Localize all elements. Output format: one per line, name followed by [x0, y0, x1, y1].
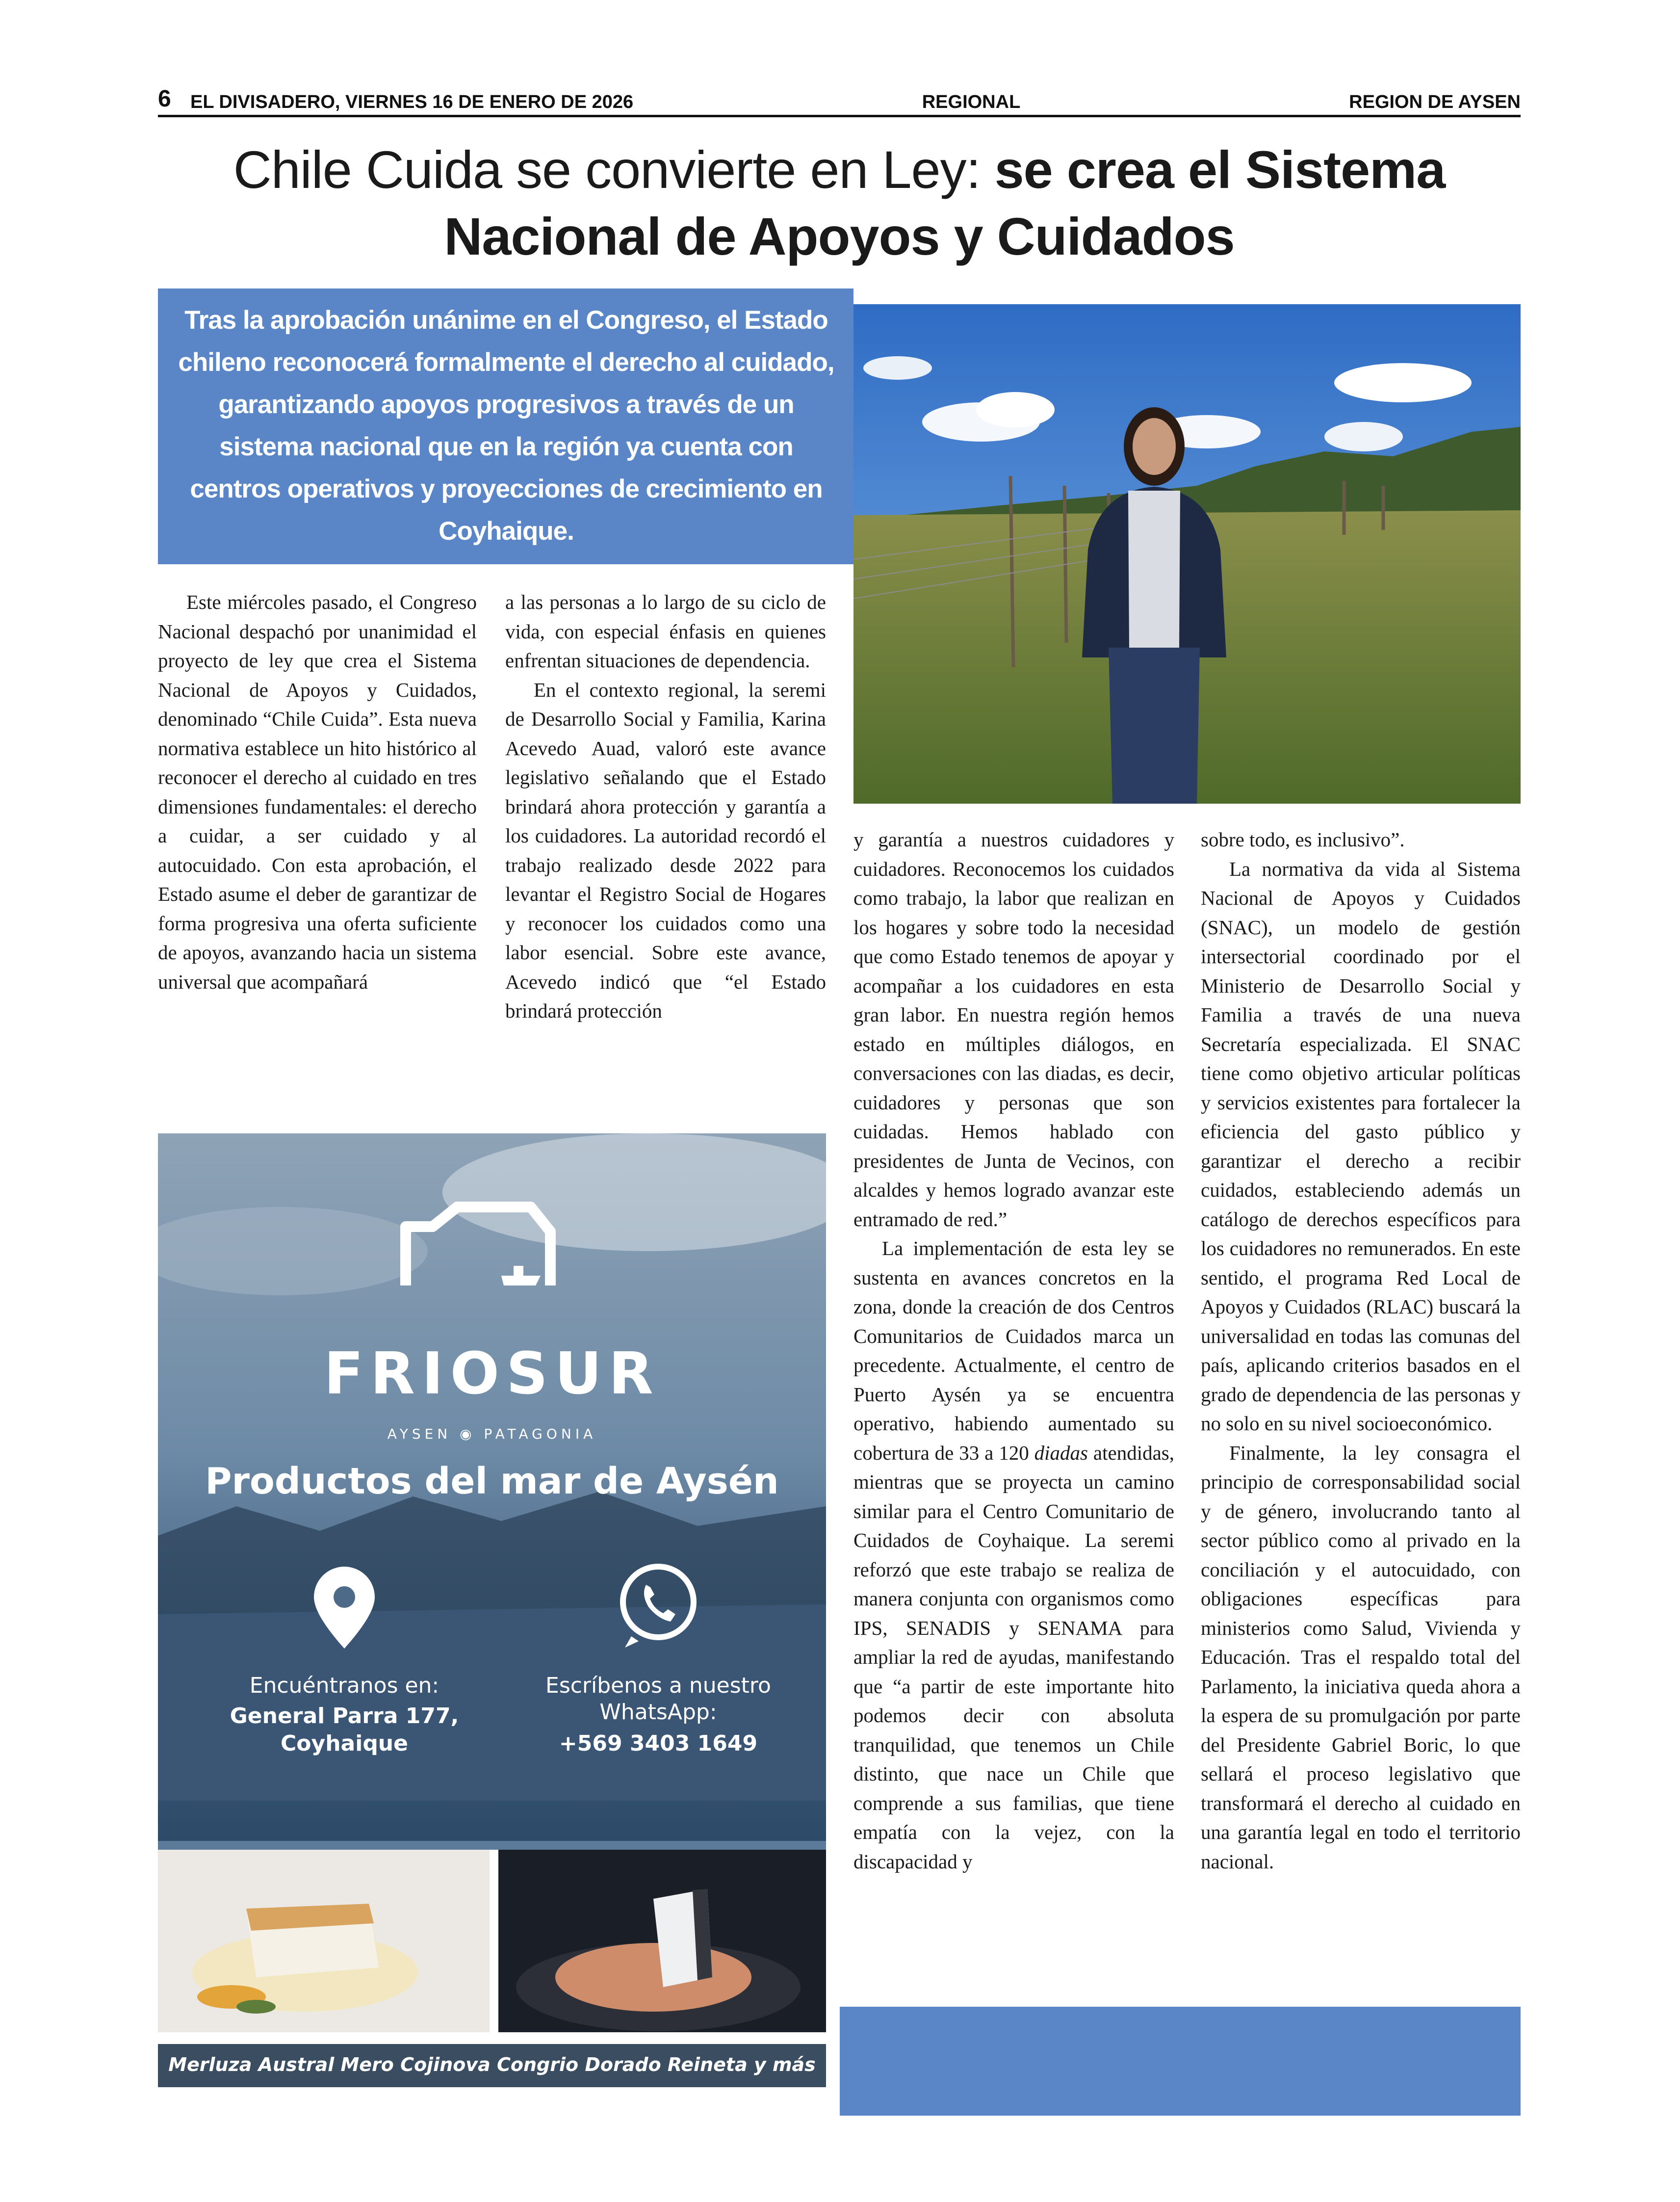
paragraph: sobre todo, es inclusivo”. [1201, 828, 1405, 851]
ad-food-photos [158, 1850, 826, 2032]
photo-woman-field-image [853, 304, 1521, 804]
paragraph: y garantía a nuestros cuidadores y cuidadores. Reconocemos los cuidados como trabajo, la labor que realizan en los hogares y sobre todo la necesidad que como Estado tenemos de apoyar y acompañar a los cuidadores en esta gran labor. En nuestra región hemos estado en múltiples diálogos, en conversaciones con las diadas, es decir, cuidadores y personas que son cuidadas. Hemos hablado con presidentes de Junta de Vecinos, con alcaldes y hemos logrado avanzar este entramado de red.” [853, 828, 1174, 1231]
ad-whatsapp-label-2: WhatsApp: [599, 1700, 717, 1725]
headline-bold-1: se crea el Sistema [994, 140, 1446, 199]
article-column-3 [853, 825, 1174, 1876]
publication-date: EL DIVISADERO, VIERNES 16 DE ENERO DE 2026 [190, 92, 634, 112]
paragraph [853, 1234, 1174, 1876]
paragraph: Este miércoles pasado, el Congreso Nacional despachó por unanimidad el proyecto de ley que crea el Sistema Nacional de Apoyos y Cuidados, denominado “Chile Cuida”. Esta nueva normativa establece un hito histórico al reconocer el derecho al cuidado en tres dimensiones fundamentales: el derecho a cuidar, a ser cuidado y al autocuidado. Con esta aprobación, el Estado asume el deber de garantizar de forma progresiva una oferta suficiente de apoyos, avanzando hacia un sistema universal que acompañará [158, 591, 477, 993]
paragraph: a las personas a lo largo de su ciclo de vida, con especial énfasis en quienes enfrentan situaciones de dependencia. [505, 591, 826, 672]
deck-box [158, 288, 853, 564]
paragraph-part: atendidas, mientras que se proyecta un camino similar para el Centro Comunitario de Cuidados de Coyhaique. La seremi reforzó que este trabajo se realiza de manera conjunta con organismos como IPS, SENADIS y SENAMA para ampliar la red de ayudas, manifestando que “a partir de este importante hito podemos decir con absoluta tranquilidad, que tenemos un Chile distinto, que nace un Chile que comprende a sus familias, que tiene empatía con la vejez, con la discapacidad y [853, 1441, 1174, 1873]
paragraph: La normativa da vida al Sistema Nacional de Apoyos y Cuidados (SNAC), un modelo de gestión intersectorial coordinado por el Ministerio de Desarrollo Social y Familia a través de una nueva Secretaría especializada. El SNAC tiene como objetivo articular políticas y servicios existentes para fortalecer la eficiencia del gasto público y garantizar el derecho a recibir cuidados, estableciendo además un catálogo de derechos específicos para los cuidadores no remunerados. En este sentido, el programa Red Local de Apoyos y Cuidados (RLAC) buscará la universalidad en todas las comunas del país, aplicando criterios basados en el grado de dependencia de las personas y no solo en su nivel socioeconómico. [1201, 857, 1521, 1435]
paragraph: En el contexto regional, la seremi de Desarrollo Social y Familia, Karina Acevedo Auad, valoró este avance legislativo señalando que el Estado brindará ahora protección y garantía a los cuidadores. La autoridad recordó el trabajo realizado desde 2022 para levantar el Registro Social de Hogares y reconocer los cuidados como una labor esencial. Sobre este avance, Acevedo indicó que “el Estado brindará protección [505, 678, 826, 1022]
ad-location-address: General Parra 177, [230, 1704, 459, 1729]
article-column-1 [158, 588, 477, 996]
ad-sub-right: PATAGONIA [484, 1426, 597, 1442]
paragraph: Finalmente, la ley consagra el principio de corresponsabilidad social y de género, involucrando tanto al sector público como al privado en la conciliación y el autocuidado, con obligaciones específicas para ministerios como Salud, Vivienda y Educación. Tras el respaldo total del Parlamento, la iniciativa queda ahora a la espera de su promulgación por parte del Presidente Gabriel Boric, lo que sellará el proceso legislativo que transformará el derecho al cuidado en una garantía legal en todo el territorio nacional. [1201, 1441, 1521, 1873]
article-column-2 [505, 588, 826, 1026]
fish-dish-photo-1 [158, 1850, 490, 2032]
ad-location-city: Coyhaique [281, 1731, 408, 1756]
ad-slogan: Productos del mar de Aysén [205, 1460, 779, 1502]
italic-term: diadas [1034, 1441, 1088, 1464]
region-label: REGION DE AYSEN [1349, 92, 1521, 112]
fish-dish-photo-2 [498, 1850, 826, 2032]
ad-whatsapp-label: Escríbenos a nuestro [545, 1673, 771, 1698]
friosur-advertisement [158, 1133, 826, 1850]
ad-sub-left: AYSEN [387, 1426, 452, 1442]
headline-bold-2: Nacional de Apoyos y Cuidados [444, 207, 1235, 266]
page-number: 6 [158, 86, 171, 112]
headline-lead: Chile Cuida se convierte en Ley: [233, 140, 995, 199]
article-photo [853, 304, 1521, 804]
header-rule [158, 115, 1521, 117]
ad-brand: FRIOSUR [324, 1339, 660, 1407]
ad-whatsapp-number: +569 3403 1649 [559, 1731, 758, 1756]
deck-text: Tras la aprobación unánime en el Congreso, el Estado chileno reconocerá formalmente el derecho al cuidado, garantizando apoyos progresivos a través de un sistema nacional que en la región ya cuenta con centros operativos y proyecciones de crecimiento en Coyhaique. [178, 306, 834, 546]
ad-location-label: Encuéntranos en: [249, 1673, 439, 1698]
ad-species-caption: Merluza Austral Mero Cojinova Congrio Dorado Reineta y más [168, 2054, 816, 2075]
headline [158, 136, 1521, 270]
ad-subtitle: AYSEN ◉ PATAGONIA [387, 1426, 597, 1442]
decorative-blue-box [840, 2007, 1521, 2116]
paragraph-part: La implementación de esta ley se sustenta en avances concretos en la zona, donde la creación de dos Centros Comunitarios de Cuidados marca un precedente. Actualmente, el centro de Puerto Aysén ya se encuentra operativo, habiendo aumentado su cobertura de 33 a 120 [853, 1237, 1174, 1464]
section-label: REGIONAL [922, 92, 1021, 112]
article-column-4 [1201, 825, 1521, 1876]
